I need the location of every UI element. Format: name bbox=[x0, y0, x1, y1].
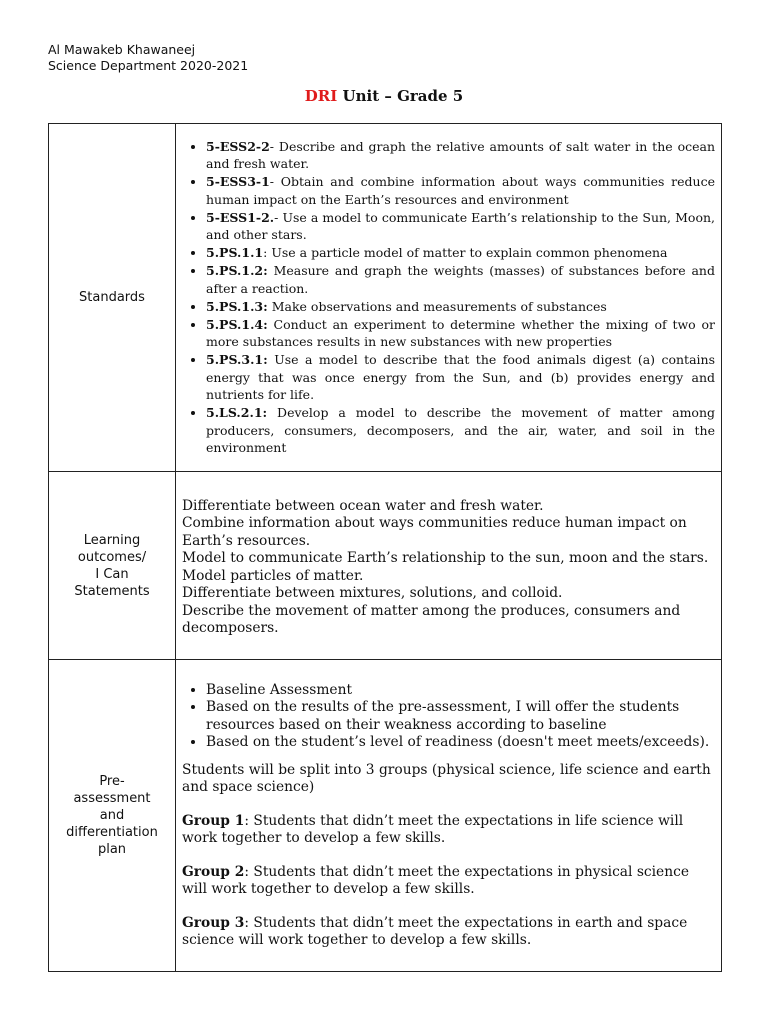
group-text: : Students that didn’t meet the expectations in earth and space science will work together to develop a few skills. bbox=[182, 914, 688, 948]
standard-text: Make observations and measurements of substances bbox=[267, 298, 607, 314]
group-text: : Students that didn’t meet the expectations in physical science will work together to develop a few skills. bbox=[182, 863, 689, 897]
title-accent: DRI bbox=[304, 87, 338, 105]
preassessment-content bbox=[176, 660, 722, 972]
preassessment-bullet: • Baseline Assessment bbox=[206, 682, 715, 700]
outcome-line: Describe the movement of matter among the produces, consumers and decomposers. bbox=[182, 602, 681, 636]
group-description bbox=[182, 813, 715, 848]
standards-row bbox=[49, 124, 722, 472]
preassessment-label-line: differentiation bbox=[66, 825, 158, 840]
outcomes-row bbox=[49, 472, 722, 660]
standard-code: 5.PS.1.4: bbox=[206, 316, 268, 332]
standard-item bbox=[206, 244, 715, 262]
standard-text: - Use a model to communicate Earth’s relationship to the Sun, Moon, and other stars. bbox=[206, 209, 715, 243]
standard-text: Use a model to describe that the food animals digest (a) contains energy that was once energy from the Sun, and (b) provides energy and nutrients for life. bbox=[206, 352, 715, 403]
group-name: Group 1 bbox=[182, 812, 245, 829]
standard-code: 5.LS.2.1: bbox=[206, 405, 268, 421]
standard-text: : Use a particle model of matter to explain common phenomena bbox=[263, 245, 668, 261]
outcome-line: Model particles of matter. bbox=[182, 567, 364, 584]
standards-label: Standards bbox=[49, 124, 176, 472]
standard-code: 5-ESS3-1 bbox=[206, 174, 270, 190]
group-description bbox=[182, 864, 715, 899]
standards-list bbox=[182, 138, 715, 457]
standard-item bbox=[206, 351, 715, 404]
standard-code: 5.PS.3.1: bbox=[206, 352, 268, 368]
outcome-line: Differentiate between ocean water and fresh water. bbox=[182, 497, 544, 514]
standard-text: Develop a model to describe the movement of matter among producers, consumers, decomposers, and the air, water, and soil in the environment bbox=[206, 405, 715, 456]
outcomes-content bbox=[176, 472, 722, 660]
unit-plan-table bbox=[48, 123, 722, 972]
preassessment-bullet: • Based on the student’s level of readiness (doesn't meet meets/exceeds). bbox=[206, 734, 715, 752]
preassessment-label-line: and bbox=[99, 808, 125, 823]
title-rest: Unit – Grade 5 bbox=[337, 87, 464, 105]
standard-code: 5-ESS2-2 bbox=[206, 138, 270, 154]
group-description bbox=[182, 915, 715, 950]
standard-code: 5.PS.1.1 bbox=[206, 245, 264, 261]
standard-item bbox=[206, 262, 715, 297]
outcomes-label-line: Learning bbox=[83, 532, 141, 548]
standard-item bbox=[206, 173, 715, 208]
standard-code: 5.PS.1.3: bbox=[206, 298, 268, 314]
group-name: Group 3 bbox=[182, 914, 245, 931]
preassessment-bullet: • Based on the results of the pre-assessment, I will offer the students resources based on their weakness according to baseline bbox=[206, 699, 715, 734]
group-name: Group 2 bbox=[182, 863, 245, 880]
preassessment-bullets bbox=[182, 682, 715, 752]
outcome-line: Combine information about ways communities reduce human impact on Earth’s resources. bbox=[182, 515, 687, 549]
outcomes-label-line: I Can bbox=[95, 566, 129, 582]
department-line: Science Department 2020-2021 bbox=[48, 58, 249, 73]
preassessment-row bbox=[49, 660, 722, 972]
page-title bbox=[0, 87, 768, 105]
preassessment-label bbox=[49, 660, 176, 972]
standard-code: 5-ESS1-2. bbox=[206, 209, 275, 225]
preassessment-label-line: assessment bbox=[73, 791, 151, 806]
outcomes-list bbox=[182, 494, 715, 638]
outcomes-label-line: Statements bbox=[74, 583, 150, 599]
school-name: Al Mawakeb Khawaneej bbox=[48, 42, 196, 57]
standard-item bbox=[206, 404, 715, 457]
outcome-line: Model to communicate Earth’s relationship to the sun, moon and the stars. bbox=[182, 550, 709, 566]
standard-item bbox=[206, 298, 715, 316]
standard-item bbox=[206, 138, 715, 173]
group-text: : Students that didn’t meet the expectations in life science will work together to develop a few skills. bbox=[182, 812, 684, 846]
grouping-statement: Students will be split into 3 groups (physical science, life science and earth and space science) bbox=[182, 761, 711, 795]
standard-item bbox=[206, 316, 715, 351]
standard-text: Conduct an experiment to determine whether the mixing of two or more substances results in new substances with new properties bbox=[206, 316, 715, 350]
standard-code: 5.PS.1.2: bbox=[206, 263, 268, 279]
outcome-line: Differentiate between mixtures, solutions, and colloid. bbox=[182, 585, 563, 601]
outcomes-label-line: outcomes/ bbox=[77, 549, 147, 565]
standard-item bbox=[206, 209, 715, 244]
standards-content bbox=[176, 124, 722, 472]
standard-text: - Describe and graph the relative amounts of salt water in the ocean and fresh water. bbox=[206, 138, 715, 172]
preassessment-label-line: Pre- bbox=[99, 774, 125, 789]
standard-text: - Obtain and combine information about ways communities reduce human impact on the Earth’s resources and environment bbox=[206, 174, 715, 207]
outcomes-label bbox=[49, 472, 176, 660]
document-header bbox=[48, 42, 248, 74]
preassessment-label-line: plan bbox=[97, 842, 127, 857]
standard-text: Measure and graph the weights (masses) of substances before and after a reaction. bbox=[206, 263, 715, 296]
